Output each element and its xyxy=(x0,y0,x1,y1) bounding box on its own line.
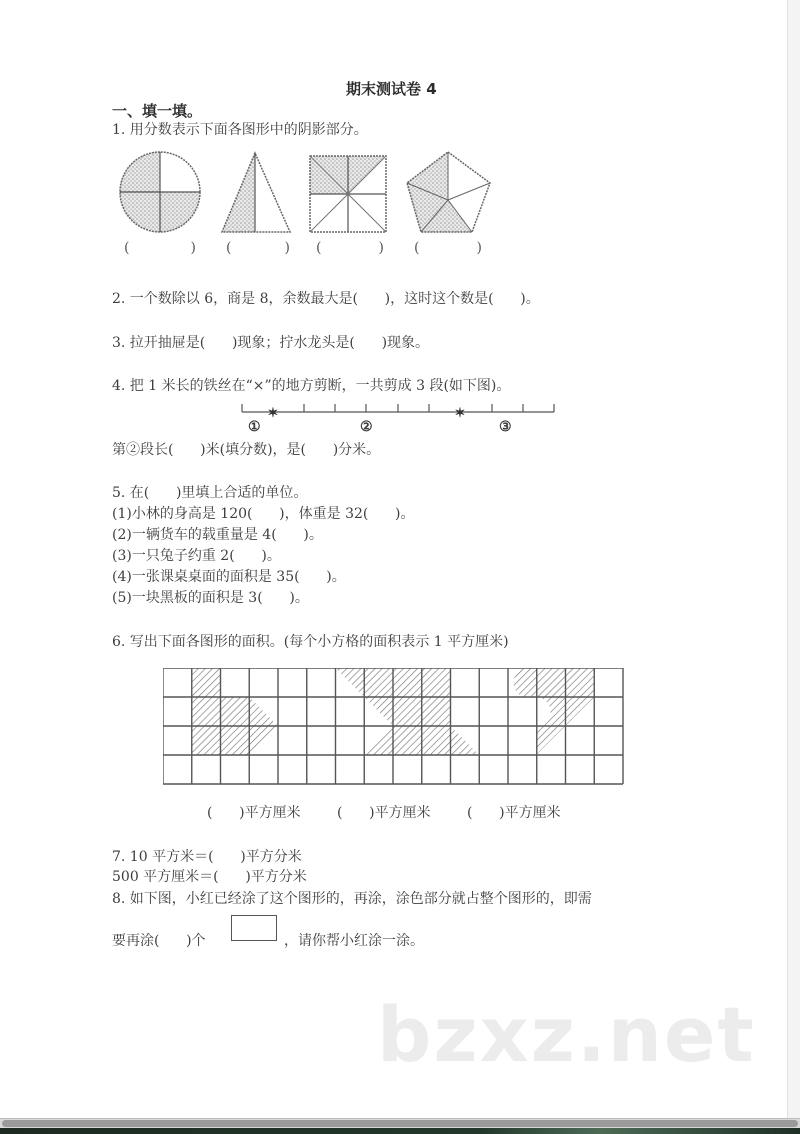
segment-label-1: ① xyxy=(248,419,261,435)
q5-item-5: (5)一块黑板的面积是 3( )。 xyxy=(112,590,309,606)
section-heading: 一、填一填。 xyxy=(112,102,203,120)
q8-line-2-pre: 要再涂( )个 xyxy=(112,933,206,949)
q3-text: 3. 拉开抽屉是( )现象；拧水龙头是( )现象。 xyxy=(112,335,430,351)
q8-line-1: 8. 如下图，小红已经涂了这个图形的，再涂，涂色部分就占整个图形的，即需 xyxy=(112,891,592,907)
segment-label-2: ② xyxy=(360,419,373,435)
q6-answer-2: ( )平方厘米 xyxy=(337,805,431,821)
q1-answer-4[interactable]: ( ) xyxy=(414,240,482,256)
cut-mark-icon: ✶ xyxy=(267,406,279,421)
q6-answer-1: ( )平方厘米 xyxy=(207,805,301,821)
segment-label-3: ③ xyxy=(499,419,512,435)
q5-item-4: (4)一张课桌桌面的面积是 35( )。 xyxy=(112,569,346,585)
watermark: bzxz.net xyxy=(377,990,756,1079)
q1-answer-2[interactable]: ( ) xyxy=(226,240,290,256)
square-figure xyxy=(310,156,386,232)
wire-diagram xyxy=(238,400,568,440)
pentagon-figure xyxy=(407,152,490,232)
circle-figure xyxy=(120,152,200,232)
vertical-scrollbar[interactable] xyxy=(787,0,800,1120)
q5-item-2: (2)一辆货车的载重量是 4( )。 xyxy=(112,527,323,543)
q4-text: 4. 把 1 米长的铁丝在“×”的地方剪断，一共剪成 3 段(如下图)。 xyxy=(112,378,511,394)
page-title: 期末测试卷 4 xyxy=(346,80,437,98)
q7-line-1: 7. 10 平方米＝( )平方分米 xyxy=(112,849,302,865)
q1-figures xyxy=(112,150,512,240)
q6-text: 6. 写出下面各图形的面积。(每个小方格的面积表示 1 平方厘米) xyxy=(112,634,509,650)
q5-item-3: (3)一只兔子约重 2( )。 xyxy=(112,548,281,564)
q1-answer-3[interactable]: ( ) xyxy=(316,240,384,256)
rectangle-figure xyxy=(231,915,277,941)
cut-mark-icon: ✶ xyxy=(454,406,466,421)
q1-text: 1. 用分数表示下面各图形中的阴影部分。 xyxy=(112,122,368,138)
q4-answer-text: 第②段长( )米(填分数)，是( )分米。 xyxy=(112,442,381,458)
q2-text: 2. 一个数除以 6，商是 8，余数最大是( )，这时这个数是( )。 xyxy=(112,291,540,307)
desktop-background-strip xyxy=(0,1128,800,1134)
q7-line-2: 500 平方厘米＝( )平方分米 xyxy=(112,869,307,885)
q5-text: 5. 在( )里填上合适的单位。 xyxy=(112,485,308,501)
area-grid xyxy=(163,668,627,790)
q8-line-2-post: ，请你帮小红涂一涂。 xyxy=(284,933,424,949)
q1-answer-1[interactable]: ( ) xyxy=(124,240,196,256)
q6-answer-3: ( )平方厘米 xyxy=(467,805,561,821)
q5-item-1: (1)小林的身高是 120( )，体重是 32( )。 xyxy=(112,506,415,522)
horizontal-scrollbar-thumb[interactable] xyxy=(2,1120,798,1127)
shape-1 xyxy=(192,668,278,755)
triangle-figure xyxy=(222,153,290,232)
